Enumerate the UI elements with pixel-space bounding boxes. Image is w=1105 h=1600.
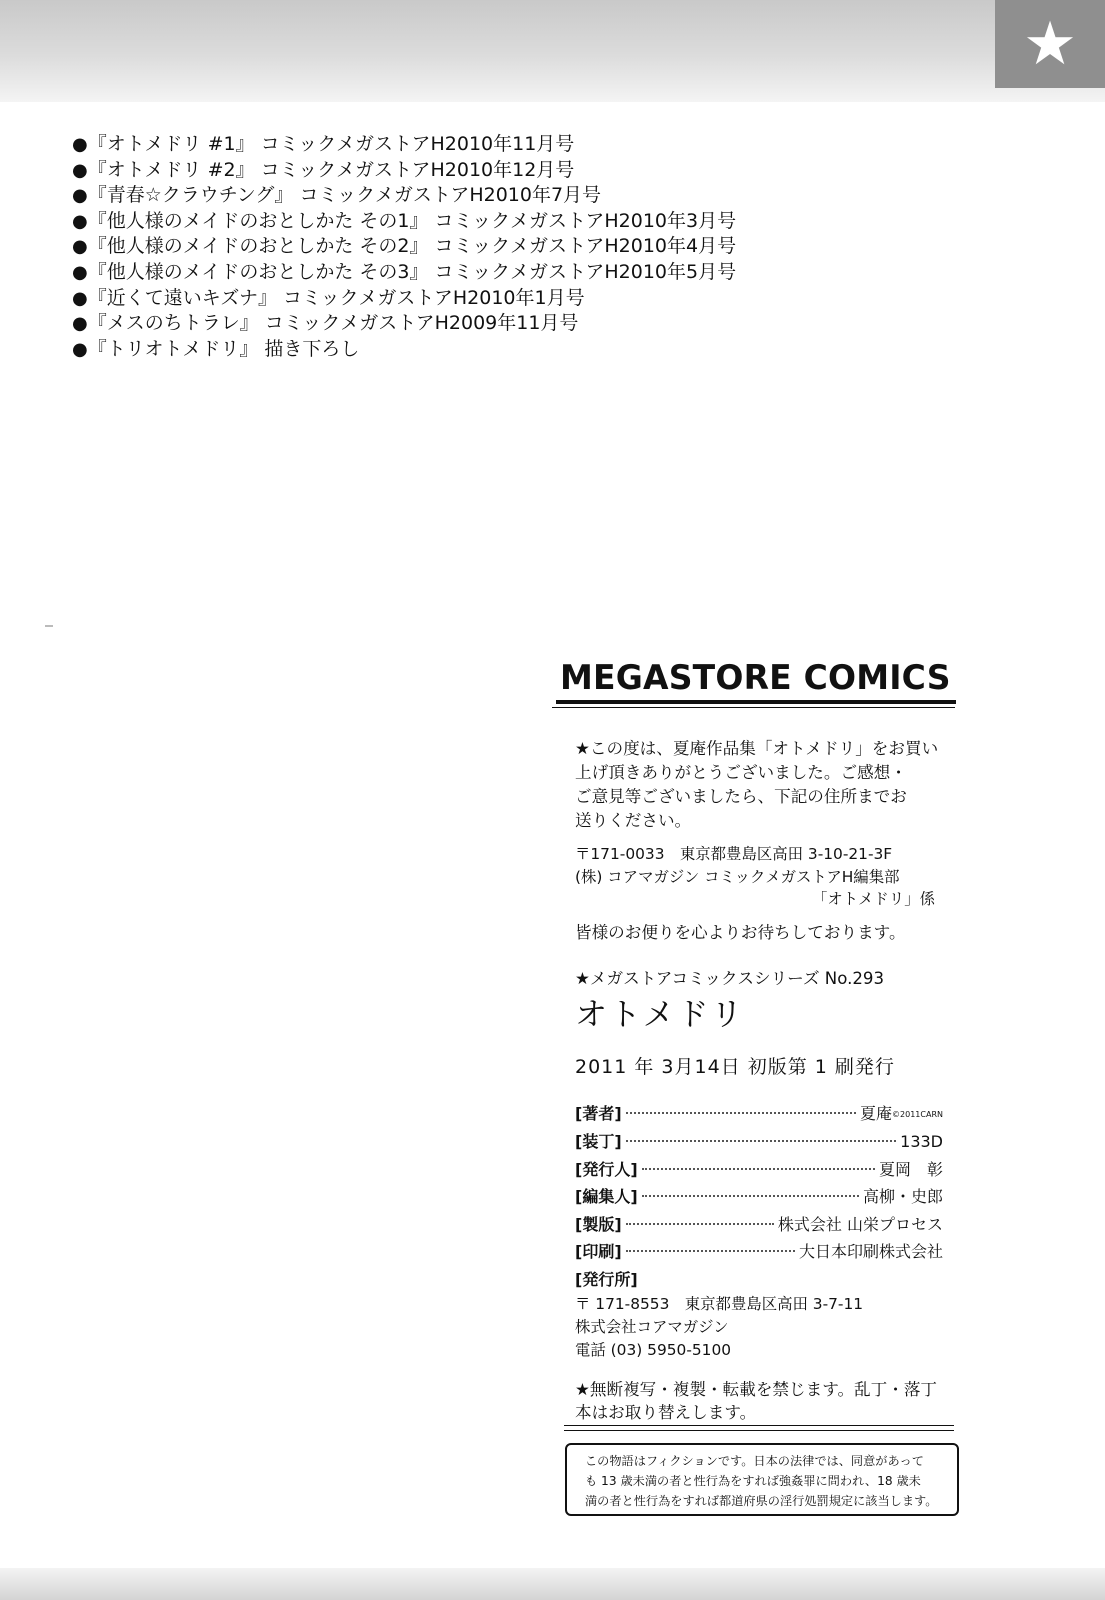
dot-leader (626, 1250, 795, 1252)
thanks-line: ご意見等ございましたら、下記の住所までお (575, 787, 907, 806)
publisher-line: 株式会社コアマガジン (575, 1317, 729, 1336)
staff-row (575, 1156, 943, 1184)
copyright-mark: ©2011CARN (892, 1109, 943, 1119)
publisher-label: [発行所] (575, 1269, 638, 1289)
thanks-line: 送りください。 (575, 811, 692, 830)
credit-item (72, 286, 736, 312)
staff-value: 株式会社 山栄プロセス (777, 1214, 943, 1234)
credit-item (72, 132, 736, 158)
staff-credits (575, 1100, 943, 1362)
scan-mark (45, 625, 53, 627)
dot-leader (626, 1223, 774, 1225)
publisher-line: 〒 171-8553 東京都豊島区高田 3-7-11 (575, 1294, 864, 1313)
legal-line: この物語はフィクションです。日本の法律では、同意があって (585, 1454, 924, 1468)
book-title: オトメドリ (575, 994, 745, 1033)
credit-text: 『近くて遠いキズナ』 コミックメガストアH2010年1月号 (87, 286, 585, 309)
closing-message: 皆様のお便りを心よりお待ちしております。 (575, 922, 906, 942)
staff-label: [著者] (575, 1103, 622, 1123)
divider (564, 1425, 954, 1426)
legal-line: 満の者と性行為をすれば都道府県の淫行処罰規定に該当します。 (585, 1494, 938, 1508)
credit-item (72, 209, 736, 235)
credit-item (72, 260, 736, 286)
staff-value: 大日本印刷株式会社 (798, 1242, 943, 1261)
staff-label: [編集人] (575, 1187, 638, 1206)
series-number: ★メガストアコミックスシリーズ No.293 (575, 968, 885, 988)
legal-notice-box (565, 1443, 959, 1516)
staff-row (575, 1100, 943, 1129)
bullet-icon: ● (72, 236, 88, 258)
bullet-icon: ● (72, 338, 88, 360)
credit-item (72, 158, 736, 184)
dot-leader (626, 1140, 897, 1142)
staff-label: [装丁] (575, 1132, 622, 1151)
thanks-line: ★この度は、夏庵作品集「オトメドリ」をお買い (575, 739, 939, 758)
credit-text: 『トリオトメドリ』 描き下ろし (87, 337, 360, 360)
dot-leader (642, 1195, 859, 1197)
notice-line: ★無断複写・複製・転載を禁じます。乱丁・落丁 (575, 1379, 938, 1399)
credits-list (72, 132, 736, 362)
credit-text: 『オトメドリ #2』 コミックメガストアH2010年12月号 (87, 158, 575, 181)
edition-date: 2011 年 3月14日 初版第 1 刷発行 (575, 1055, 895, 1078)
corner-tab (995, 0, 1105, 88)
staff-value: 133D (900, 1132, 943, 1151)
bullet-icon: ● (72, 261, 88, 283)
credit-text: 『他人様のメイドのおとしかた その2』 コミックメガストアH2010年4月号 (87, 235, 737, 258)
thanks-message (575, 737, 955, 833)
bullet-icon: ● (72, 287, 88, 309)
credit-text: 『他人様のメイドのおとしかた その3』 コミックメガストアH2010年5月号 (87, 260, 737, 283)
credit-text: 『メスのちトラレ』 コミックメガストアH2009年11月号 (87, 312, 579, 335)
divider (556, 700, 956, 704)
staff-value: 夏岡 彰 (878, 1159, 943, 1179)
bullet-icon: ● (72, 185, 88, 207)
thanks-line: 上げ頂きありがとうございました。ご感想・ (575, 763, 907, 782)
dot-leader (642, 1168, 875, 1170)
credit-text: 『青春☆クラウチング』 コミックメガストアH2010年7月号 (87, 184, 602, 207)
staff-label: [製版] (575, 1214, 622, 1234)
copy-notice (575, 1378, 955, 1424)
credit-text: 『オトメドリ #1』 コミックメガストアH2010年11月号 (87, 133, 575, 155)
staff-row (575, 1211, 943, 1239)
staff-row (575, 1128, 943, 1156)
mailing-address (575, 843, 955, 911)
divider (552, 707, 955, 708)
staff-value: 高柳・史郎 (862, 1187, 943, 1206)
address-attention: 「オトメドリ」係 (812, 890, 935, 908)
bullet-icon: ● (72, 159, 88, 181)
bullet-icon: ● (72, 210, 88, 232)
credit-text: 『他人様のメイドのおとしかた その1』 コミックメガストアH2010年3月号 (87, 209, 737, 232)
publisher-line: 電話 (03) 5950-5100 (575, 1340, 732, 1359)
credit-item (72, 234, 736, 260)
credit-item (72, 311, 736, 337)
staff-row (575, 1183, 943, 1211)
credit-item (72, 337, 736, 363)
bottom-gradient-band (0, 1568, 1105, 1600)
bullet-icon: ● (72, 134, 88, 155)
colophon (575, 737, 955, 1424)
address-line: (株) コアマガジン コミックメガストアH編集部 (575, 867, 900, 886)
address-line: 〒171-0033 東京都豊島区高田 3-10-21-3F (575, 845, 893, 863)
bullet-icon: ● (72, 313, 88, 335)
staff-label: [発行人] (575, 1159, 638, 1179)
credit-item (72, 183, 736, 209)
notice-line: 本はお取り替えします。 (575, 1402, 757, 1422)
dot-leader (626, 1112, 856, 1114)
top-gradient-band (0, 0, 1105, 102)
divider (564, 1430, 954, 1431)
staff-row (575, 1238, 943, 1266)
legal-line: も 13 歳未満の者と性行為をすれば強姦罪に問われ、18 歳未 (585, 1474, 921, 1488)
star-icon: ★ (1023, 9, 1077, 79)
brand-logo: MEGASTORE COMICS (560, 658, 951, 698)
staff-value: 夏庵©2011CARN (860, 1103, 943, 1123)
staff-label: [印刷] (575, 1242, 622, 1261)
